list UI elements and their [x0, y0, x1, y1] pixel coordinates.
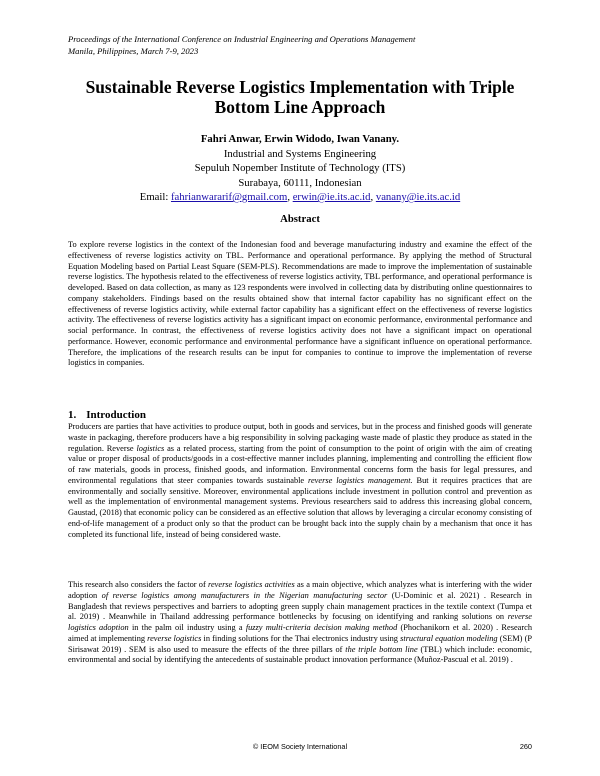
text-run: in finding solutions for the Thai electronics industry using — [201, 633, 401, 643]
title-line-1: Sustainable Reverse Logistics Implementation with Triple — [85, 77, 515, 97]
page-number: 260 — [519, 742, 532, 751]
italic-term: the triple bottom line — [345, 644, 418, 654]
email-separator: , — [370, 191, 376, 203]
author-department: Industrial and Systems Engineering — [223, 147, 377, 160]
running-header — [68, 34, 538, 57]
abstract-heading: Abstract — [280, 213, 320, 225]
text-run: (TBL) which include: economic, environmental and social by identifying the antecedents of sustainable product innovation performance (Muñoz-Pascual et al. 2019) . — [68, 644, 533, 665]
italic-term: structural equation modeling — [400, 633, 498, 643]
email-link-3[interactable]: vanany@ie.its.ac.id — [375, 191, 461, 203]
text-run: as a related process, starting from the point of consumption to the point of origin with the aim of creating value or proper disposal of products/goods in a cost-effective manner includes planning, implementing and controlling the efficient flow of raw materials, goods in process, finished goods, and information. Environmental concerns form the basis for legal pressures, and environmental regulations that steer companies towards sustainable — [68, 443, 532, 485]
italic-term: reverse logistics activities — [208, 580, 295, 589]
italic-term: logistics — [136, 443, 165, 453]
section-number: 1. — [68, 409, 77, 421]
italic-term: fuzzy multi-criteria decision making method — [245, 623, 398, 632]
text-run: (SEM) (P Sirisawat 2019) . SEM is also used to measure the effects of the three pillars of — [68, 633, 532, 654]
section-title: Introduction — [86, 409, 146, 421]
text-run: in the palm oil industry using a — [128, 623, 246, 632]
text-run: This research also considers the factor of — [68, 580, 209, 589]
author-city: Surabaya, 60111, Indonesian — [238, 176, 362, 189]
italic-term: reverse logistics — [147, 633, 202, 643]
title-line-2: Bottom Line Approach — [214, 97, 386, 117]
author-block — [60, 132, 540, 205]
author-institute: Sepuluh Nopember Institute of Technology (ITS) — [194, 162, 406, 174]
intro-paragraph-2 — [68, 580, 532, 666]
text-run: (Phochanikorn et al. 2020) . Research aimed at implementing — [68, 623, 532, 643]
text-run: (U-Dominic et al. 2021) . Research in Bangladesh that reviews perspectives and barriers to adopting green supply chain management practices in the textile context (Tumpa et al. 2019) . Meanwhile in Thailand addressing performance bottlenecks by focusing on identifying and ranking solutions on — [68, 590, 532, 622]
paper-title — [60, 77, 540, 117]
email-link-1[interactable]: fahrianwararif@gmail.com — [170, 191, 288, 203]
section-heading-introduction — [68, 409, 156, 421]
author-emails — [60, 190, 540, 205]
italic-term: reverse logistics adoption — [68, 612, 532, 632]
email-link-2[interactable]: erwin@ie.its.ac.id — [292, 191, 371, 203]
italic-term: of reverse logistics among manufacturers in the Nigerian manufacturing sector — [101, 590, 388, 600]
email-label: Email: — [139, 191, 171, 203]
footer-copyright: © IEOM Society International — [252, 742, 348, 751]
text-run: But it requires practices that are environmentally and socially sensitive. Moreover, environmental applications include investment in pollution control and prevention as well as the implementation of environmental management systems. Previous researchers said to address this increasing global concern, Gaustad, (2018) that economic policy can be considered as an effective solution that allows by leveraging a circular economy consisting of end-of-life management of a product only so that the product can be brought back into the supply chain by a mechanism that once it has completed its functional life, instead of being considered waste. — [68, 475, 532, 539]
text-run: as a main objective, which analyzes what is interfering with the wider adoption — [68, 580, 532, 600]
italic-term: reverse logistics management. — [308, 475, 413, 485]
intro-paragraph-1 — [68, 422, 532, 540]
text-run: Producers are parties that have activities to produce output, both in goods and services, but in the process and finished goods will generate waste in packaging, therefore producers have a big responsibility in solving packaging waste made of plastic they produce as stated in the regulation. Reverse — [68, 422, 532, 453]
conference-location-date: Manila, Philippines, March 7-9, 2023 — [68, 45, 199, 56]
abstract-text: To explore reverse logistics in the context of the Indonesian food and beverage manufacturing industry and examine the effect of the effectiveness of reverse logistics activity on TBL. Performance and operational performance. By applying the method of Structural Equation Modeling based on Partial Least Square (SEM-PLS). Recommendations are made to improve the implementation of sustainable reverse logistics. The hypothesis related to the effectiveness of reverse logistics activity, TBL performance, and operational performance is developed. Based on data collection, as many as 123 respondents were involved in collecting data by distributing online questionnaires to company stakeholders. Findings based on the results obtained show that internal factor capability has no significant effect on the effectiveness of reverse logistics activity, while external factor capability has a significant effect on the effectiveness of reverse logistics activity. The effectiveness of reverse logistics activity has a significant impact on economic performance, environmental performance and social performance. In contrast, the effectiveness of reverse logistics activity does not have a significant impact on operational performance. However, economic performance and environmental performance have a significant influence on operational performance. Therefore, the implications of the research results can be input for companies to continue to improve the implementation of reverse logistics in companies. — [68, 240, 532, 368]
email-separator: , — [287, 191, 293, 203]
conference-name: Proceedings of the International Conference on Industrial Engineering and Operations Management — [68, 34, 416, 44]
author-names: Fahri Anwar, Erwin Widodo, Iwan Vanany. — [200, 133, 400, 145]
